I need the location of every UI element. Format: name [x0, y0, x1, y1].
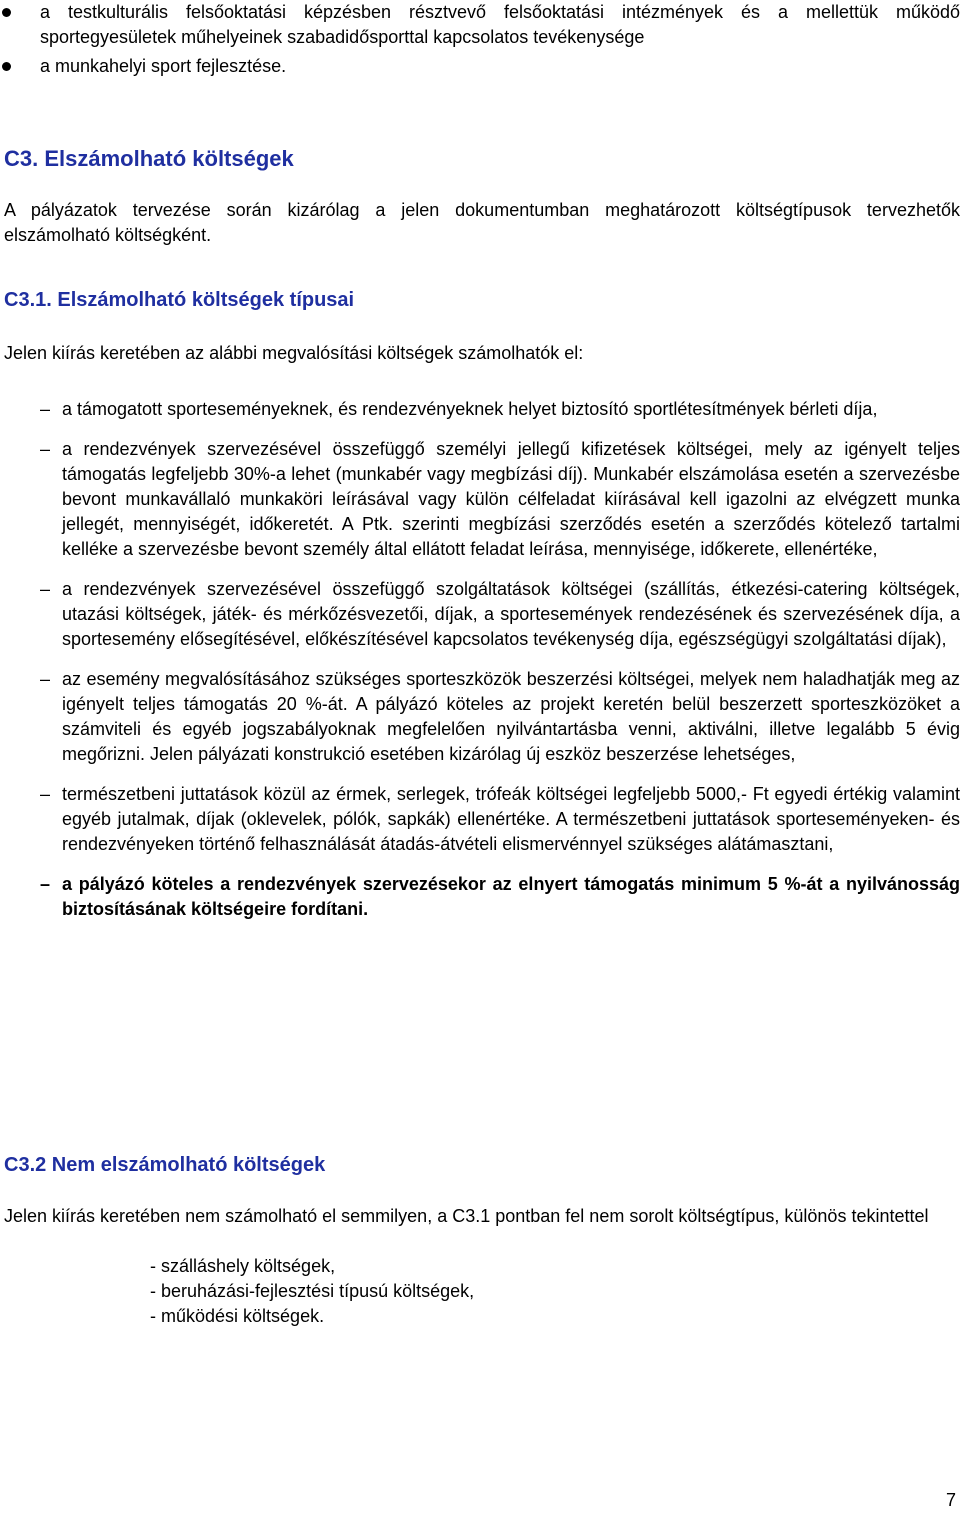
list-item-text: az esemény megvalósításához szükséges sporteszközök beszerzési költségei, melyek nem haladhatják meg az igényelt teljes támogatás 20 %-át. A pályázó köteles az projekt keretén belül beszerzett sporteszközöket a számviteli és egyéb jogszabályoknak megfelelően nyilvántartásba venni, aktiválni, illetve legalább 5 évig megőrizni. Jelen pályázati konstrukció esetében kizárólag új eszköz beszerzése lehetséges,	[62, 669, 960, 764]
section-c31-title: C3.1. Elszámolható költségek típusai	[4, 289, 355, 311]
list-item	[0, 782, 960, 857]
list-item-text: a rendezvények szervezésével összefüggő szolgáltatások költségei (szállítás, étkezési-catering költségek, utazási költségek, játék- és mérkőzésvezetői, díjak, a sportesemények rendezésének és szervezésének díja, a sportesemény elősegítésével, előkészítésével kapcsolatos tevékenység díja, egészségügyi szolgáltatási díjak),	[62, 579, 960, 649]
section-c32-paragraph: Jelen kiírás keretében nem számolható el semmilyen, a C3.1 pontban fel nem sorolt költségtípus, különös tekintettel	[4, 1206, 929, 1226]
list-item-text: természetbeni juttatások közül az érmek, serlegek, trófeák költségei legfeljebb 5000,- Ft egyedi értékig valamint egyéb jutalmak, díjak (oklevelek, pólók, sapkák) ellenértéke. A természetbeni juttatások sporteseményeken- és rendezvényeken történő felhasználását átadás-átvételi elismervénnyel szükséges alátámasztani,	[62, 784, 960, 854]
bullet-text: a testkulturális felsőoktatási képzésben résztvevő felsőoktatási intézmények és a mellettük működő sportegyesületek műhelyeinek szabadidősporttal kapcsolatos tevékenysége	[40, 2, 960, 47]
list-item	[0, 577, 960, 652]
bullet-dot-icon	[2, 62, 11, 71]
list-item: - beruházási-fejlesztési típusú költségek,	[150, 1281, 475, 1301]
list-item: - szálláshely költségek,	[150, 1256, 336, 1276]
bullet-item	[0, 0, 960, 50]
section-c3-paragraph: A pályázatok tervezése során kizárólag a jelen dokumentumban meghatározott költségtípusok tervezhetők elszámolható költségként.	[4, 200, 960, 245]
bullet-dot-icon	[2, 8, 11, 17]
list-item	[0, 437, 960, 562]
list-item: - működési költségek.	[150, 1306, 325, 1326]
list-item-text: a támogatott sporteseményeknek, és rendezvényeknek helyet biztosító sportlétesítmények bérleti díja,	[62, 399, 878, 419]
list-item	[0, 872, 960, 922]
dash-icon: –	[40, 399, 51, 419]
list-item-text: a rendezvények szervezésével összefüggő személyi jellegű kifizetések költségei, mely az igényelt teljes támogatás legfeljebb 30%-a lehet (munkabér vagy megbízási díj). Munkabér elszámolása esetén a szervezésbe bevont munkavállaló munkaköri leírásával vagy külön célfeladat kiírásával kell igazolni az elvégzett munka jellegét, mennyiségét, időkeretét. A Ptk. szerinti megbízási szerződés esetén a szerződés kötelező tartalmi kelléke a szervezésbe bevont személy által ellátott feladat leírása, mennyisége, időkerete, ellenértéke,	[62, 439, 960, 559]
bullet-item	[0, 54, 960, 79]
bullet-text: a munkahelyi sport fejlesztése.	[40, 56, 287, 76]
dash-icon: –	[40, 669, 51, 689]
dash-icon: –	[40, 874, 51, 894]
dash-icon: –	[40, 579, 51, 599]
eligible-costs-list	[0, 397, 960, 937]
list-item	[0, 667, 960, 767]
section-c32-title: C3.2 Nem elszámolható költségek	[4, 1154, 326, 1176]
dash-icon: –	[40, 439, 51, 459]
list-item	[0, 397, 960, 422]
section-c31-intro: Jelen kiírás keretében az alábbi megvalósítási költségek számolhatók el:	[4, 343, 584, 363]
section-c3-title: C3. Elszámolható költségek	[4, 146, 294, 171]
page-number: 7	[945, 1490, 956, 1510]
ineligible-costs-list	[150, 1254, 474, 1329]
intro-bullet-list	[0, 0, 960, 79]
list-item-text: a pályázó köteles a rendezvények szervezésekor az elnyert támogatás minimum 5 %-át a nyilvánosság biztosításának költségeire fordítani.	[62, 874, 960, 919]
dash-icon: –	[40, 784, 51, 804]
